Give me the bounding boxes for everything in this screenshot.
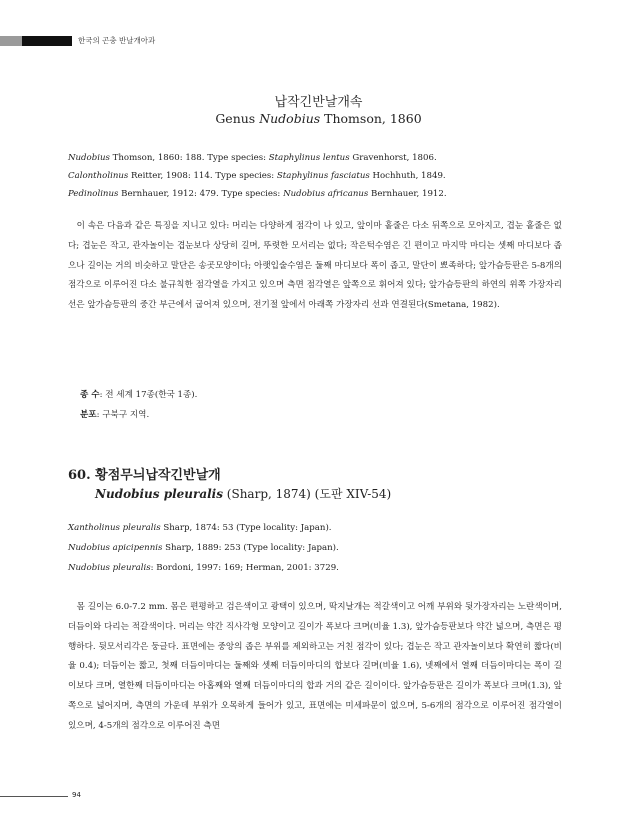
header-black-bar — [22, 36, 72, 46]
genus-synonym: Calontholinus Reitter, 1908: 114. Type species: Staphylinus fasciatus Hochhuth, 1849. — [68, 171, 446, 181]
distribution: 분포: 구북구 지역. — [80, 410, 150, 420]
species-count: 종 수: 전 세계 17종(한국 1종). — [80, 390, 198, 400]
genus-name: Nudobius — [259, 111, 321, 126]
species-synonym: Xantholinus pleuralis Sharp, 1874: 53 (Type locality: Japan). — [68, 523, 332, 533]
running-header: 한국의 곤충 반날개아과 — [78, 36, 156, 45]
genus-synonym: Pedinolinus Bernhauer, 1912: 479. Type species: Nudobius africanus Bernhauer, 1912. — [68, 189, 447, 199]
species-heading: 60. 황점무늬납작긴반날개 — [68, 468, 221, 483]
genus-description: 이 속은 다음과 같은 특징을 지니고 있다: 머리는 다양하게 점각이 나 있고, 앞이마 홑줄은 다소 뒤쪽으로 모아지고, 겹눈 홑줄은 없다; 겹눈은 작고, 관자놀이는 겹눈보다 상당히 길며, 뚜렷한 모서리는 없다; 작은턱수염은 긴 편이고 마지막 마디는 셋째 마디보다 좁으나 길이는 거의 비슷하고 말단은 송곳모양이다; 아랫입술수염은 둘째 마디보다 폭이 좁고, 말단이 뾰족하다; 앞가슴등판은 5-8개의 점각으로 이루어진 다소 불규칙한 점각열을 가지고 있으며 측면 점각열은 앞쪽으로 휘어져 있다; 앞가슴등판의 하연의 위쪽 가장자리 선은 앞가슴등판의 중간 부근에서 굽어져 있으며, 전기절 앞에서 아래쪽 가장자리 선과 연결된다(Smetana, 1982). — [68, 221, 562, 311]
genus-title-latin: Genus Nudobius Thomson, 1860 — [215, 111, 422, 126]
species-synonym: Nudobius apicipennis Sharp, 1889: 253 (Type locality: Japan). — [68, 543, 339, 553]
genus-synonym: Nudobius Thomson, 1860: 188. Type species: Staphylinus lentus Gravenhorst, 1806. — [68, 153, 437, 163]
footer-rule — [0, 796, 68, 797]
species-description: 몸 길이는 6.0-7.2 mm. 몸은 편평하고 검은색이고 광택이 있으며, 딱지날개는 적갈색이고 어깨 부위와 뒷가장자리는 노란색이며, 더듬이와 다리는 적갈색이다. 머리는 약간 직사각형 모양이고 길이가 폭보다 크며(비율 1.3), 앞가슴등판보다 약간 넓으며, 측면은 평행하다. 뒷모서리각은 둥글다. 표면에는 중앙의 좁은 부위를 제외하고는 거친 점각이 있다; 겹눈은 작고 관자놀이보다 확연히 짧다(비율 0.4); 더듬이는 짧고, 첫째 더듬이마디는 둘째와 셋째 더듬이마디의 합보다 길며(비율 1.6), 넷째에서 열째 더듬이마디는 폭이 길이보다 크며, 열한째 더듬이마디는 아홉째와 열째 더듬이마디의 합과 거의 같은 길이이다. 앞가슴등판은 길이가 폭보다 크며(1.3), 앞쪽으로 넓어지며, 측면의 가운데 부위가 오목하게 들어가 있고, 표면에는 미세파문이 없으며, 5-6개의 점각으로 이루어진 점각열이 있으며, 4-5개의 점각으로 이루어진 측면 — [68, 602, 562, 731]
species-synonym: Nudobius pleuralis: Bordoni, 1997: 169; Herman, 2001: 3729. — [68, 563, 339, 573]
page-number: 94 — [72, 791, 81, 799]
species-scientific-name: Nudobius pleuralis (Sharp, 1874) (도판 XIV-54) — [95, 487, 392, 501]
header-grey-bar — [0, 36, 22, 46]
genus-title-korean: 납작긴반날개속 — [274, 95, 363, 110]
